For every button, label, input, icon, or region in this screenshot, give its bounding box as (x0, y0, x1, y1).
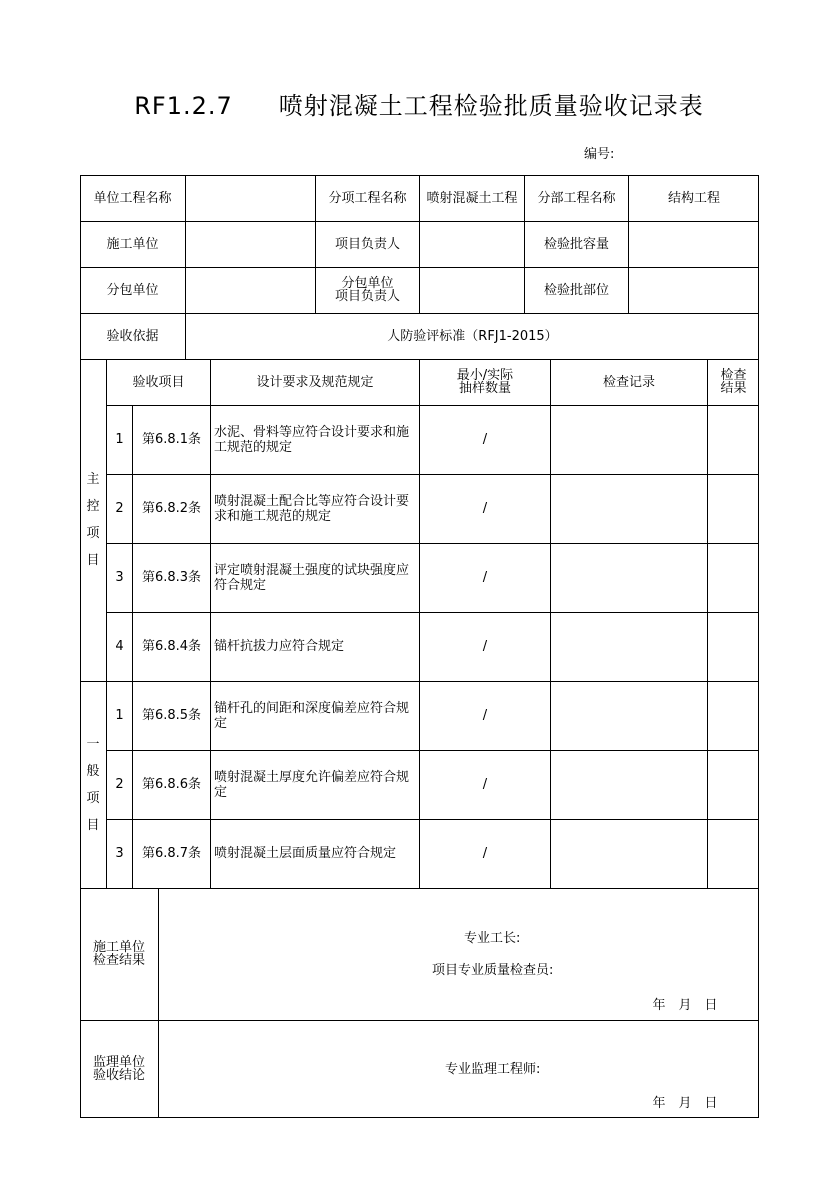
unit-project-label: 单位工程名称 (93, 190, 172, 206)
batch-location-field[interactable] (629, 267, 759, 313)
item-clause: 第6.8.3条 (141, 570, 202, 585)
item-number: 4 (115, 639, 124, 654)
item-number: 3 (115, 570, 124, 585)
foreman-signature-label: 专业工长: (464, 930, 521, 946)
subcontractor-field[interactable] (186, 267, 315, 313)
construction-date: 年 月 日 (652, 997, 718, 1013)
item-number: 2 (115, 501, 124, 516)
item-clause: 第6.8.5条 (141, 708, 202, 723)
item-requirement (211, 405, 419, 474)
project-manager-field[interactable] (420, 221, 524, 267)
construction-label-line1: 施工单位 (92, 940, 145, 955)
col-sample-line2: 抽样数量 (458, 381, 511, 396)
supervision-label-line2: 验收结论 (92, 1068, 145, 1083)
item-sample[interactable]: / (482, 639, 488, 654)
item-sample[interactable]: / (482, 432, 488, 447)
requirement-line: 工规范的规定 (214, 439, 293, 455)
sub-item-label: 分项工程名称 (328, 190, 407, 206)
main-control-group-label (80, 359, 106, 681)
item-requirement (211, 750, 419, 819)
sub-manager-label-line1: 分包单位 (341, 276, 394, 291)
form-title: 喷射混凝土工程检验批质量验收记录表 (278, 92, 704, 120)
page-title (0, 86, 838, 121)
col-item-header: 验收项目 (132, 374, 185, 390)
col-record-header: 检查记录 (602, 374, 655, 390)
group-char: 项 (86, 790, 100, 806)
item-clause: 第6.8.1条 (141, 432, 202, 447)
batch-capacity-field[interactable] (629, 221, 759, 267)
supervision-label-line1: 监理单位 (92, 1055, 145, 1070)
item-requirement (211, 474, 419, 543)
project-manager-label: 项目负责人 (334, 236, 400, 252)
basis-label: 验收依据 (106, 328, 159, 344)
item-clause: 第6.8.6条 (141, 777, 202, 792)
item-sample[interactable]: / (482, 846, 488, 861)
general-group-label (80, 681, 106, 888)
basis-value: 人防验评标准（RFJ1-2015） (387, 328, 558, 344)
col-requirement-header: 设计要求及规范规定 (256, 374, 374, 390)
col-result-line2: 结果 (720, 381, 747, 396)
requirement-line: 定 (214, 715, 228, 731)
requirement-line: 求和施工规范的规定 (214, 508, 332, 524)
group-char: 目 (86, 817, 100, 833)
col-result-line1: 检查 (720, 368, 747, 383)
sub-manager-label (316, 267, 419, 313)
form-code: RF1.2.7 (134, 92, 233, 120)
item-requirement (211, 681, 419, 750)
batch-capacity-label: 检验批容量 (543, 236, 609, 252)
sub-manager-field[interactable] (420, 267, 524, 313)
item-sample[interactable]: / (482, 501, 488, 516)
supervision-check-label (80, 1020, 158, 1118)
batch-location-label: 检验批部位 (543, 282, 609, 298)
table-rule (707, 359, 708, 888)
group-char: 主 (86, 472, 100, 487)
supervision-date: 年 月 日 (652, 1095, 718, 1111)
requirement-line: 水泥、骨料等应符合设计要求和施 (214, 424, 410, 440)
item-sample[interactable]: / (482, 777, 488, 792)
item-requirement (211, 543, 419, 612)
col-sample-line1: 最小/实际 (456, 368, 514, 383)
table-rule (80, 888, 759, 889)
table-rule (158, 888, 159, 1118)
requirement-line: 定 (214, 784, 228, 800)
division-value[interactable]: 结构工程 (667, 190, 720, 206)
sub-item-value[interactable]: 喷射混凝土工程 (426, 190, 518, 206)
table-rule (80, 1020, 759, 1021)
unit-project-field[interactable] (186, 175, 315, 221)
item-requirement: 喷射混凝土层面质量应符合规定 (214, 846, 397, 861)
constructor-label: 施工单位 (106, 236, 159, 252)
item-requirement: 锚杆抗拔力应符合规定 (214, 639, 345, 654)
group-char: 项 (86, 526, 100, 541)
requirement-line: 锚杆孔的间距和深度偏差应符合规 (214, 700, 410, 716)
item-number: 2 (115, 777, 124, 792)
group-char: 一 (86, 736, 100, 752)
construction-label-line2: 检查结果 (92, 953, 145, 968)
requirement-line: 评定喷射混凝土强度的试块强度应 (214, 562, 410, 578)
item-number: 3 (115, 846, 124, 861)
item-sample[interactable]: / (482, 570, 488, 585)
group-char: 般 (86, 763, 100, 779)
group-char: 控 (86, 499, 100, 514)
requirement-line: 喷射混凝土配合比等应符合设计要 (214, 493, 410, 509)
item-clause: 第6.8.4条 (141, 639, 202, 654)
requirement-line: 喷射混凝土厚度允许偏差应符合规 (214, 769, 410, 785)
requirement-line: 符合规定 (214, 577, 267, 593)
group-char: 目 (86, 553, 100, 568)
sub-manager-label-line2: 项目负责人 (334, 289, 400, 304)
item-number: 1 (115, 432, 124, 447)
item-clause: 第6.8.7条 (141, 846, 202, 861)
constructor-field[interactable] (186, 221, 315, 267)
item-sample[interactable]: / (482, 708, 488, 723)
col-result-header (708, 359, 759, 405)
item-number: 1 (115, 708, 124, 723)
division-label: 分部工程名称 (537, 190, 616, 206)
supervision-engineer-signature-label: 专业监理工程师: (445, 1061, 541, 1077)
number-label: 编号: (584, 147, 615, 162)
item-clause: 第6.8.2条 (141, 501, 202, 516)
table-rule (550, 359, 551, 888)
quality-inspector-signature-label: 项目专业质量检查员: (432, 962, 554, 978)
subcontractor-label: 分包单位 (106, 282, 159, 298)
construction-check-label (80, 888, 158, 1020)
col-sample-header (420, 359, 550, 405)
